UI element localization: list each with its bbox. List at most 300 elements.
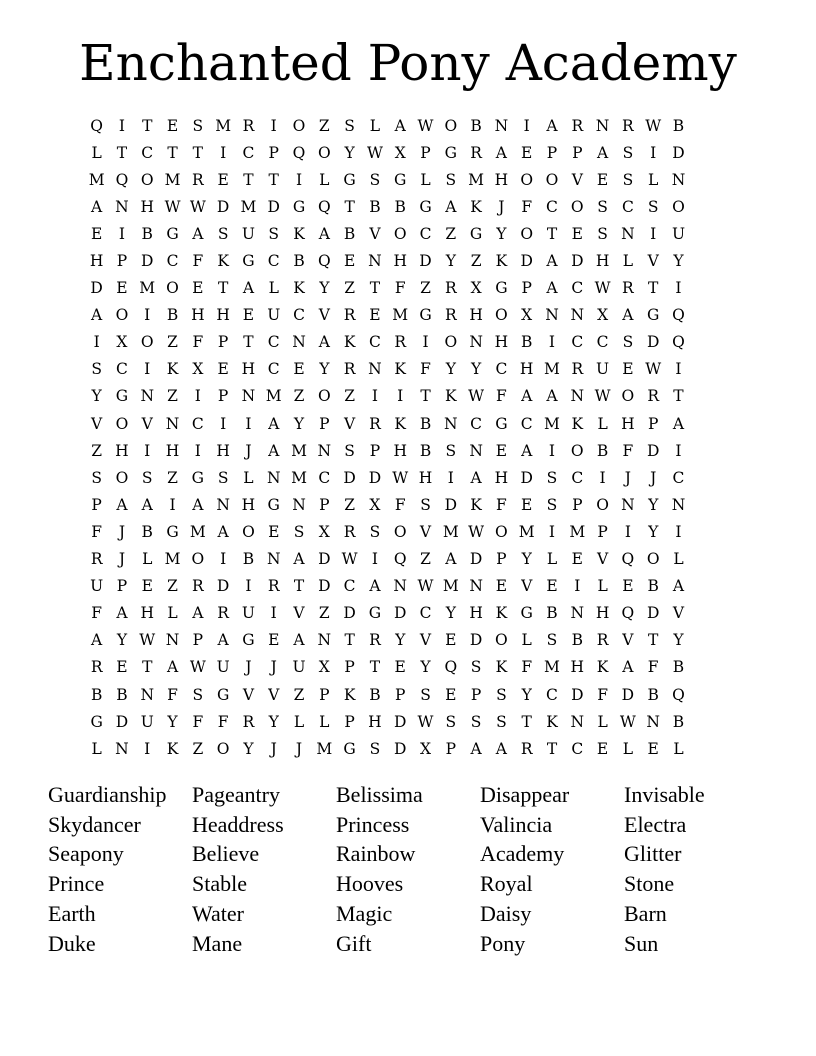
grid-letter: G [646,306,660,325]
grid-letter: U [671,224,686,243]
grid-letter: A [91,306,103,325]
word-list-row [48,899,768,929]
grid-letter: W [468,522,485,541]
grid-letter: G [343,170,356,189]
grid-letter: T [521,712,532,731]
grid-letter: S [217,468,229,487]
grid-letter: P [319,495,330,514]
grid-letter: H [89,252,104,271]
grid-letter: I [220,143,227,162]
grid-letter: H [241,495,256,514]
grid-letter: A [495,143,507,162]
word-list-row [48,810,768,840]
grid-letter: E [90,224,103,243]
grid-letter: Q [393,550,407,569]
grid-letter: S [445,441,457,460]
word-list-item: Barn [624,901,667,927]
grid-letter: A [268,414,280,433]
grid-letter: A [495,739,507,758]
grid-letter: C [520,414,533,433]
grid-letter: F [192,252,204,271]
grid-letter: Y [243,739,254,758]
grid-letter: X [521,306,533,325]
grid-row [84,735,734,762]
grid-letter: A [318,224,330,243]
grid-letter: N [165,414,180,433]
grid-letter: T [142,658,153,677]
grid-letter: G [216,685,230,704]
grid-letter: P [344,658,355,677]
grid-letter: U [241,604,255,623]
grid-letter: V [419,631,432,650]
grid-letter: Z [167,468,178,487]
grid-letter: I [144,306,151,325]
grid-letter: F [192,712,204,731]
grid-letter: T [546,224,558,243]
grid-letter: P [546,143,558,162]
grid-letter: I [574,577,581,596]
grid-letter: D [368,468,382,487]
word-list-item: Princess [336,811,410,837]
grid-letter: B [116,685,128,704]
grid-letter: E [217,170,229,189]
grid-letter: S [445,170,457,189]
grid-letter: O [317,387,331,406]
grid-letter: L [597,414,608,433]
grid-letter: E [141,577,153,596]
grid-letter: A [672,414,685,433]
grid-letter: O [393,522,407,541]
grid-letter: W [645,360,662,379]
grid-letter: O [444,333,458,352]
grid-letter: W [417,116,434,135]
grid-letter: P [192,631,204,650]
grid-letter: S [622,333,634,352]
grid-row [84,166,734,193]
grid-letter: J [270,658,277,677]
grid-letter: S [192,685,204,704]
grid-letter: A [116,604,128,623]
grid-letter: K [470,495,482,514]
grid-letter: O [520,224,534,243]
grid-letter: E [192,279,204,298]
grid-letter: I [675,522,682,541]
grid-letter: Q [292,143,306,162]
grid-letter: E [495,441,508,460]
grid-letter: Y [293,414,305,433]
grid-letter: M [215,116,232,135]
grid-letter: H [191,306,205,325]
grid-letter: O [545,170,559,189]
grid-letter: V [344,414,356,433]
grid-letter: K [495,252,508,271]
grid-letter: A [546,279,558,298]
grid-row [84,491,734,518]
grid-letter: I [194,387,201,406]
grid-letter: L [648,170,659,189]
grid-letter: Y [521,550,532,569]
grid-letter: N [570,306,585,325]
grid-letter: S [546,468,558,487]
grid-letter: O [621,387,635,406]
grid-letter: T [648,631,659,650]
grid-letter: H [494,468,509,487]
grid-letter: A [293,550,305,569]
word-list-item: Valincia [480,811,553,837]
grid-letter: H [216,306,230,325]
grid-letter: Z [420,279,431,298]
grid-letter: D [90,279,103,298]
grid-row [84,356,734,383]
grid-row [84,329,734,356]
grid-letter: N [469,333,483,352]
grid-row [84,302,734,329]
grid-letter: A [445,197,457,216]
grid-letter: D [571,685,584,704]
grid-letter: H [140,604,154,623]
grid-letter: E [647,739,659,758]
grid-letter: O [140,333,154,352]
grid-letter: I [447,468,454,487]
grid-letter: K [495,658,508,677]
grid-letter: P [369,441,381,460]
grid-letter: B [141,522,153,541]
grid-letter: S [217,224,229,243]
grid-letter: H [595,604,610,623]
grid-letter: D [646,441,660,460]
grid-letter: B [242,550,255,569]
grid-letter: N [595,116,610,135]
grid-letter: M [442,577,459,596]
grid-letter: H [216,441,230,460]
grid-letter: B [521,333,533,352]
grid-letter: K [343,685,356,704]
grid-letter: K [445,387,457,406]
grid-letter: X [116,333,128,352]
grid-letter: N [570,387,585,406]
grid-letter: T [344,197,355,216]
grid-letter: W [392,468,409,487]
grid-letter: Z [344,387,355,406]
grid-letter: H [115,441,129,460]
grid-letter: A [217,631,229,650]
grid-letter: C [470,414,483,433]
grid-letter: D [393,739,407,758]
grid-letter: Y [648,522,659,541]
grid-letter: Q [621,604,635,623]
page-title: Enchanted Pony Academy [79,34,737,92]
word-list-item: Daisy [480,901,532,927]
grid-letter: V [419,522,432,541]
grid-letter: P [420,143,431,162]
grid-letter: T [420,387,431,406]
grid-letter: U [216,658,230,677]
grid-letter: E [394,658,406,677]
grid-letter: A [293,631,305,650]
grid-letter: A [445,550,457,569]
grid-letter: L [369,116,381,135]
grid-row [84,464,734,491]
grid-letter: T [142,116,153,135]
grid-letter: K [217,252,229,271]
grid-letter: J [118,550,126,569]
grid-letter: M [88,170,105,189]
grid-letter: T [293,577,305,596]
grid-letter: D [318,577,331,596]
word-list-item: Magic [336,901,393,927]
grid-letter: D [571,252,584,271]
word-list-item: Belissima [336,781,423,807]
grid-letter: S [344,116,355,135]
grid-letter: A [521,441,533,460]
grid-letter: E [242,306,255,325]
grid-letter: M [265,387,282,406]
word-list-item: Earth [48,901,96,927]
grid-letter: P [470,685,482,704]
grid-letter: L [319,170,330,189]
grid-letter: Y [319,279,330,298]
grid-letter: E [217,360,229,379]
grid-letter: E [521,495,533,514]
grid-letter: I [624,522,631,541]
grid-letter: I [650,143,657,162]
grid-letter: S [445,712,457,731]
grid-letter: R [520,739,533,758]
grid-letter: R [444,279,457,298]
word-list-item: Pageantry [192,781,280,807]
grid-letter: M [291,441,307,460]
grid-letter: A [546,116,558,135]
grid-letter: S [470,658,482,677]
grid-letter: B [166,306,179,325]
grid-row [84,383,734,410]
grid-letter: V [369,224,381,243]
grid-letter: K [166,739,179,758]
grid-row [84,437,734,464]
grid-letter: Q [672,333,685,352]
grid-letter: E [445,631,457,650]
grid-letter: P [572,495,583,514]
grid-letter: D [216,577,230,596]
grid-letter: D [216,197,230,216]
grid-letter: K [293,279,305,298]
grid-letter: P [572,143,583,162]
word-list-item: Royal [480,871,533,897]
grid-letter: S [622,170,634,189]
grid-letter: K [571,414,584,433]
grid-letter: D [646,333,660,352]
grid-letter: D [115,712,129,731]
grid-letter: B [470,116,482,135]
grid-letter: H [621,414,635,433]
grid-letter: G [292,197,306,216]
grid-letter: R [242,712,255,731]
grid-letter: I [675,279,682,298]
grid-letter: Z [167,577,178,596]
grid-letter: O [596,495,609,514]
grid-letter: L [597,577,608,596]
grid-letter: E [596,739,609,758]
grid-letter: N [494,116,509,135]
grid-letter: B [343,224,356,243]
grid-letter: L [597,712,608,731]
grid-letter: E [116,279,128,298]
word-list-item: Stable [192,871,247,897]
grid-letter: S [420,685,431,704]
grid-letter: M [291,468,307,487]
grid-letter: W [139,631,156,650]
grid-letter: S [496,712,507,731]
grid-letter: K [394,360,406,379]
grid-letter: N [621,224,635,243]
grid-row [84,708,734,735]
grid-letter: I [371,550,378,569]
grid-letter: M [544,658,560,677]
grid-letter: R [622,279,634,298]
grid-letter: B [90,685,103,704]
grid-letter: N [266,550,281,569]
word-list-item: Glitter [624,841,682,867]
grid-letter: F [192,333,204,352]
grid-letter: C [571,333,584,352]
grid-letter: O [495,522,508,541]
grid-letter: E [495,577,508,596]
grid-letter: C [267,360,280,379]
grid-letter: D [520,252,533,271]
grid-letter: C [571,468,584,487]
grid-letter: I [270,116,277,135]
grid-letter: R [622,116,634,135]
grid-letter: K [596,658,609,677]
grid-letter: S [622,143,634,162]
grid-letter: I [371,387,378,406]
grid-letter: I [650,224,657,243]
grid-letter: M [569,522,586,541]
grid-letter: M [544,360,560,379]
grid-letter: L [622,252,634,271]
grid-letter: A [91,197,103,216]
grid-letter: D [343,604,356,623]
grid-letter: V [318,306,330,325]
grid-letter: I [220,550,227,569]
grid-letter: Q [444,658,458,677]
grid-letter: C [419,604,432,623]
grid-letter: H [165,441,180,460]
grid-letter: L [521,631,532,650]
grid-letter: B [672,658,685,677]
grid-letter: P [91,495,102,514]
grid-letter: G [368,604,382,623]
grid-letter: B [293,252,305,271]
grid-letter: L [420,170,431,189]
grid-letter: Z [192,739,204,758]
grid-letter: Y [116,631,128,650]
grid-letter: O [115,468,129,487]
grid-letter: Q [672,685,685,704]
grid-letter: P [445,739,457,758]
grid-letter: L [319,712,330,731]
grid-letter: H [570,658,585,677]
grid-letter: Y [268,712,279,731]
grid-letter: S [597,197,608,216]
grid-letter: N [317,441,332,460]
grid-letter: A [166,658,179,677]
grid-letter: M [518,522,535,541]
grid-letter: X [318,522,330,541]
grid-letter: U [596,360,610,379]
grid-letter: D [141,252,154,271]
grid-letter: Z [293,387,305,406]
grid-letter: H [494,333,509,352]
grid-letter: Y [521,685,532,704]
grid-letter: A [622,306,634,325]
grid-letter: E [343,252,356,271]
grid-letter: O [242,522,255,541]
grid-letter: A [242,279,255,298]
grid-letter: P [319,685,330,704]
grid-letter: M [544,414,560,433]
grid-letter: Y [673,252,684,271]
grid-letter: A [268,441,280,460]
grid-letter: O [444,116,458,135]
grid-letter: V [622,631,634,650]
grid-letter: G [267,495,280,514]
grid-letter: F [217,712,229,731]
grid-letter: Y [319,360,330,379]
grid-letter: O [495,306,508,325]
grid-letter: Z [470,252,482,271]
grid-letter: A [369,577,381,596]
grid-letter: O [216,739,230,758]
grid-letter: P [521,279,532,298]
grid-letter: V [242,685,255,704]
grid-letter: X [394,143,406,162]
grid-letter: C [141,143,154,162]
grid-letter: I [118,116,125,135]
grid-letter: D [672,143,685,162]
grid-letter: C [343,577,356,596]
word-list-item: Skydancer [48,811,141,837]
grid-letter: K [394,414,406,433]
grid-letter: I [144,441,151,460]
grid-letter: N [165,631,180,650]
grid-letter: F [91,604,103,623]
grid-letter: C [267,252,280,271]
grid-letter: K [495,604,508,623]
grid-letter: O [495,631,508,650]
grid-letter: R [647,387,660,406]
grid-letter: B [419,414,432,433]
grid-letter: N [115,739,129,758]
grid-letter: O [646,550,660,569]
grid-letter: D [469,631,483,650]
grid-letter: Y [648,495,659,514]
grid-letter: C [621,197,634,216]
grid-letter: B [647,685,659,704]
grid-letter: U [267,306,281,325]
grid-letter: E [293,360,305,379]
grid-letter: I [194,441,201,460]
grid-letter: Z [167,333,178,352]
word-list-item: Headdress [192,811,284,837]
grid-letter: L [243,468,254,487]
grid-letter: B [394,197,406,216]
grid-letter: C [267,333,280,352]
grid-letter: L [546,550,558,569]
grid-letter: T [192,143,203,162]
grid-letter: V [293,604,305,623]
grid-letter: K [343,333,356,352]
